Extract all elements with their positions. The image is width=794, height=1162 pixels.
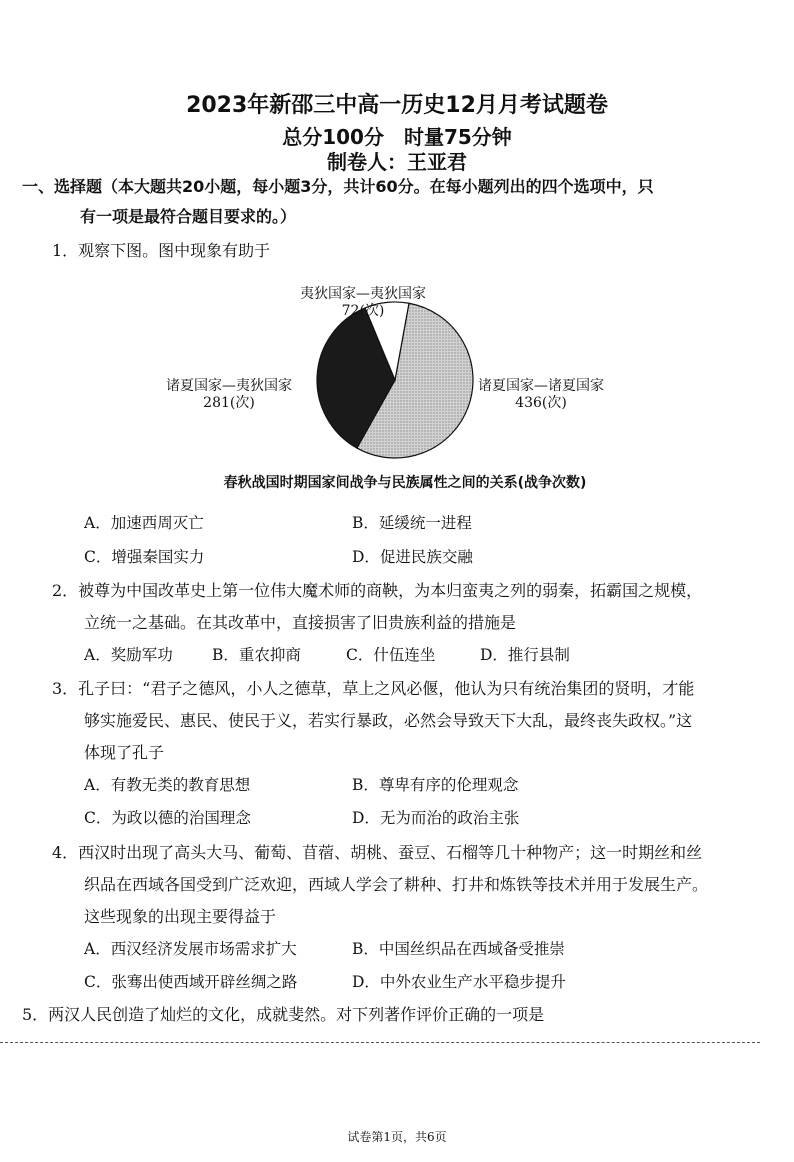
page-divider — [0, 1042, 760, 1043]
chart-label-zhuxia-zhuxia — [478, 378, 604, 412]
slice-value: 436(次) — [515, 395, 567, 411]
q4-option-d: D．中外农业生产水平稳步提升 — [352, 973, 566, 991]
q3-option-b: B．尊卑有序的伦理观念 — [352, 776, 519, 794]
page-footer: 试卷第1页，共6页 — [347, 1130, 447, 1144]
q2-option-c: C．什伍连坐 — [346, 646, 436, 664]
slice-name: 诸夏国家—夷狄国家 — [166, 378, 292, 394]
chart-label-yidi-yidi — [300, 286, 426, 320]
chart-title: 春秋战国时期国家间战争与民族属性之间的关系(战争次数) — [223, 475, 587, 491]
exam-title: 2023年新邵三中高一历史12月月考试题卷 — [186, 93, 608, 118]
q4-option-a: A．西汉经济发展市场需求扩大 — [84, 940, 297, 958]
question-5-line1: 5．两汉人民创造了灿烂的文化，成就斐然。对下列著作评价正确的一项是 — [22, 1005, 545, 1024]
score-time-line: 总分100分 时量75分钟 — [282, 125, 512, 149]
question-2-line1: 2．被尊为中国改革史上第一位伟大魔术师的商鞅，为本归蛮夷之列的弱秦，拓霸国之规模， — [52, 581, 703, 600]
question-4-line1: 4．西汉时出现了高头大马、葡萄、苜蓿、胡桃、蚕豆、石榴等几十种物产；这一时期丝和丝 — [52, 843, 703, 862]
question-1-stem: 1．观察下图。图中现象有助于 — [52, 241, 271, 260]
q1-option-a: A．加速西周灭亡 — [84, 514, 204, 532]
section-heading-cont: 有一项是最符合题目要求的。） — [80, 207, 297, 226]
q2-option-b: B．重农抑商 — [212, 646, 301, 664]
q3-option-c: C．为政以德的治国理念 — [84, 809, 251, 827]
q3-option-a: A．有教无类的教育思想 — [84, 776, 251, 794]
chart-label-zhuxia-yidi — [166, 378, 292, 412]
question-3-line1: 3．孔子曰：“君子之德风，小人之德草，草上之风必偃，他认为只有统治集团的贤明，才能 — [52, 679, 695, 698]
question-3-line3: 体现了孔子 — [84, 743, 165, 762]
slice-value: 281(次) — [203, 395, 255, 411]
q1-option-b: B．延缓统一进程 — [352, 514, 472, 532]
q1-option-d: D．促进民族交融 — [352, 548, 473, 566]
section-heading: 一、选择题（本大题共20小题，每小题3分，共计60分。在每小题列出的四个选项中，只 — [22, 177, 654, 196]
question-3-line2: 够实施爱民、惠民、使民于义，若实行暴政，必然会导致天下大乱，最终丧失政权。”这 — [84, 711, 693, 730]
question-4-line3: 这些现象的出现主要得益于 — [84, 907, 277, 926]
question-2-line2: 立统一之基础。在其改革中，直接损害了旧贵族利益的措施是 — [84, 613, 517, 632]
q1-option-c: C．增强秦国实力 — [84, 548, 205, 566]
question-4-line2: 织品在西域各国受到广泛欢迎，西域人学会了耕种、打井和炼铁等技术并用于发展生产。 — [84, 875, 709, 894]
author-line: 制卷人：王亚君 — [327, 150, 467, 174]
slice-name: 诸夏国家—诸夏国家 — [478, 378, 604, 394]
slice-name: 夷狄国家—夷狄国家 — [300, 286, 426, 302]
q2-option-d: D．推行县制 — [480, 646, 570, 664]
q3-option-d: D．无为而治的政治主张 — [352, 809, 520, 827]
slice-value: 72(次) — [341, 303, 385, 319]
pie-chart — [160, 280, 640, 500]
q2-option-a: A．奖励军功 — [84, 646, 173, 664]
q4-option-b: B．中国丝织品在西域备受推崇 — [352, 940, 565, 958]
q4-option-c: C．张骞出使西域开辟丝绸之路 — [84, 973, 298, 991]
